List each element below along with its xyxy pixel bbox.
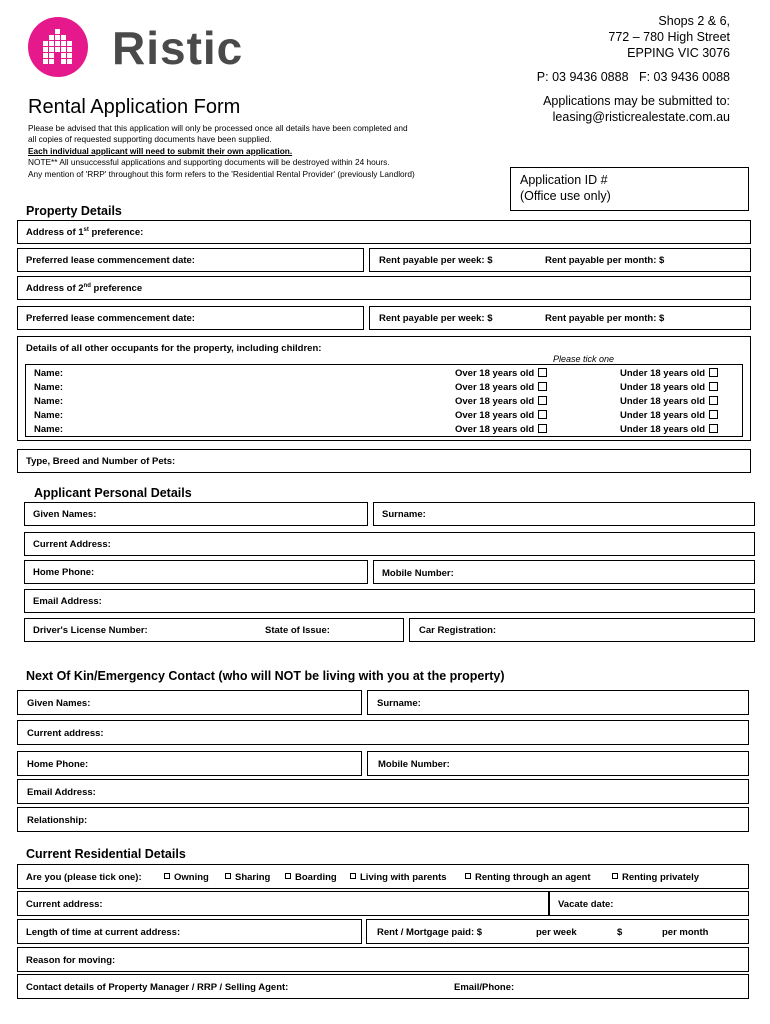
over18-option[interactable]: Over 18 years old bbox=[455, 424, 547, 435]
reason-for-moving-label: Reason for moving: bbox=[26, 955, 116, 966]
checkbox-icon[interactable] bbox=[538, 424, 547, 433]
res-current-address-field[interactable] bbox=[17, 891, 549, 916]
occupant-name-label: Name: bbox=[34, 410, 64, 421]
length-of-time-label: Length of time at current address: bbox=[26, 927, 181, 938]
checkbox-icon[interactable] bbox=[709, 410, 718, 419]
pets-field[interactable] bbox=[17, 449, 751, 473]
per-week-label: per week bbox=[536, 927, 577, 938]
state-of-issue-label: State of Issue: bbox=[265, 625, 330, 636]
mobile-label: Mobile Number: bbox=[382, 568, 454, 579]
mobile-field[interactable] bbox=[373, 560, 755, 584]
license-field[interactable] bbox=[24, 618, 404, 642]
over18-option[interactable]: Over 18 years old bbox=[455, 396, 547, 407]
checkbox-icon[interactable] bbox=[612, 873, 618, 879]
occupant-name-label: Name: bbox=[34, 396, 64, 407]
under18-option[interactable]: Under 18 years old bbox=[620, 382, 718, 393]
under18-option[interactable]: Under 18 years old bbox=[620, 368, 718, 379]
option-owning[interactable]: Owning bbox=[164, 872, 209, 883]
checkbox-icon[interactable] bbox=[709, 424, 718, 433]
pets-label: Type, Breed and Number of Pets: bbox=[26, 456, 176, 467]
given-names-label: Given Names: bbox=[33, 509, 97, 520]
header-phone: P: 03 9436 0888 F: 03 9436 0088 bbox=[536, 70, 730, 84]
address-2nd-label: Address of 2nd preference bbox=[26, 283, 143, 295]
kin-relationship-label: Relationship: bbox=[27, 815, 88, 826]
option-sharing[interactable]: Sharing bbox=[225, 872, 270, 883]
section-heading-kin: Next Of Kin/Emergency Contact (who will NOT be living with you at the property) bbox=[26, 669, 505, 683]
residence-type-label: Are you (please tick one): bbox=[26, 872, 142, 883]
checkbox-icon[interactable] bbox=[225, 873, 231, 879]
kin-relationship-field[interactable] bbox=[17, 807, 749, 832]
agent-contact-field[interactable] bbox=[17, 974, 749, 999]
header-address-3: EPPING VIC 3076 bbox=[627, 46, 730, 60]
surname-label: Surname: bbox=[382, 509, 426, 520]
vacate-date-label: Vacate date: bbox=[558, 899, 614, 910]
header-submit-line: Applications may be submitted to: bbox=[543, 94, 730, 108]
kin-email-field[interactable] bbox=[17, 779, 749, 804]
rent-month-label: Rent payable per month: $ bbox=[545, 255, 665, 266]
over18-option[interactable]: Over 18 years old bbox=[455, 410, 547, 421]
checkbox-icon[interactable] bbox=[538, 396, 547, 405]
rent-week-label: Rent payable per week: $ bbox=[379, 255, 493, 266]
given-names-field[interactable] bbox=[24, 502, 368, 526]
kin-home-phone-label: Home Phone: bbox=[27, 759, 89, 770]
rent-week-label: Rent payable per week: $ bbox=[379, 313, 493, 324]
section-heading-property: Property Details bbox=[26, 204, 122, 218]
kin-given-names-field[interactable] bbox=[17, 690, 362, 715]
option-boarding[interactable]: Boarding bbox=[285, 872, 337, 883]
note-line: Any mention of 'RRP' throughout this form refers to the 'Residential Rental Provider' (previously Landlord) bbox=[28, 169, 415, 179]
page-title: Rental Application Form bbox=[28, 96, 241, 118]
per-month-label: per month bbox=[662, 927, 709, 938]
reason-for-moving-field[interactable] bbox=[17, 947, 749, 972]
email-label: Email Address: bbox=[33, 596, 102, 607]
under18-option[interactable]: Under 18 years old bbox=[620, 424, 718, 435]
checkbox-icon[interactable] bbox=[164, 873, 170, 879]
home-phone-label: Home Phone: bbox=[33, 567, 95, 578]
brand-name: Ristic bbox=[112, 22, 244, 74]
kin-mobile-label: Mobile Number: bbox=[378, 759, 450, 770]
vacate-date-field[interactable] bbox=[549, 891, 749, 916]
surname-field[interactable] bbox=[373, 502, 755, 526]
option-renting-privately[interactable]: Renting privately bbox=[612, 872, 699, 883]
application-id-box[interactable] bbox=[510, 167, 749, 211]
under18-option[interactable]: Under 18 years old bbox=[620, 410, 718, 421]
please-tick-label: Please tick one bbox=[553, 354, 615, 364]
checkbox-icon[interactable] bbox=[709, 396, 718, 405]
occupant-name-label: Name: bbox=[34, 368, 64, 379]
rent-mortgage-label: Rent / Mortgage paid: $ bbox=[377, 927, 483, 938]
agent-contact-label: Contact details of Property Manager / RRP / Selling Agent: bbox=[26, 982, 289, 993]
kin-given-names-label: Given Names: bbox=[27, 698, 91, 709]
kin-mobile-field[interactable] bbox=[367, 751, 749, 776]
header-email[interactable]: leasing@risticrealestate.com.au bbox=[552, 110, 730, 124]
note-line: all copies of requested supporting documents have been supplied. bbox=[28, 134, 272, 144]
rent-field-1[interactable] bbox=[369, 248, 751, 272]
note-line: NOTE** All unsuccessful applications and supporting documents will be destroyed within 24 hours. bbox=[28, 157, 390, 167]
application-id-note: (Office use only) bbox=[520, 189, 611, 203]
residence-type-field bbox=[17, 864, 749, 889]
checkbox-icon[interactable] bbox=[709, 368, 718, 377]
email-field[interactable] bbox=[24, 589, 755, 613]
car-registration-label: Car Registration: bbox=[419, 625, 497, 636]
rent-field-2[interactable] bbox=[369, 306, 751, 330]
rent-mortgage-field[interactable] bbox=[366, 919, 749, 944]
kin-surname-field[interactable] bbox=[367, 690, 749, 715]
lease-date-field-2[interactable] bbox=[17, 306, 364, 330]
occupant-name-label: Name: bbox=[34, 382, 64, 393]
header-address-2: 772 – 780 High Street bbox=[608, 30, 730, 44]
kin-current-address-field[interactable] bbox=[17, 720, 749, 745]
note-line: Please be advised that this application will only be processed once all details have been completed and bbox=[28, 123, 408, 133]
address-2nd-field[interactable] bbox=[17, 276, 751, 300]
ristic-logo-icon bbox=[28, 17, 88, 77]
kin-surname-label: Surname: bbox=[377, 698, 421, 709]
checkbox-icon[interactable] bbox=[285, 873, 291, 879]
kin-email-label: Email Address: bbox=[27, 787, 96, 798]
address-1st-label: Address of 1st preference: bbox=[26, 227, 144, 239]
current-address-label: Current Address: bbox=[33, 539, 111, 550]
email-phone-label: Email/Phone: bbox=[454, 982, 515, 993]
rent-month-label: Rent payable per month: $ bbox=[545, 313, 665, 324]
checkbox-icon[interactable] bbox=[538, 368, 547, 377]
car-registration-field[interactable] bbox=[409, 618, 755, 642]
brand-logo bbox=[28, 17, 268, 79]
section-heading-applicant: Applicant Personal Details bbox=[34, 486, 192, 500]
occupant-name-label: Name: bbox=[34, 424, 64, 435]
lease-date-field[interactable] bbox=[17, 248, 364, 272]
dollar-label: $ bbox=[617, 927, 623, 938]
lease-date-label: Preferred lease commencement date: bbox=[26, 255, 195, 266]
checkbox-icon[interactable] bbox=[538, 410, 547, 419]
checkbox-icon[interactable] bbox=[538, 382, 547, 391]
home-phone-field[interactable] bbox=[24, 560, 368, 584]
checkbox-icon[interactable] bbox=[465, 873, 471, 879]
address-1st-field[interactable] bbox=[17, 220, 751, 244]
note-line: Each individual applicant will need to submit their own application. bbox=[28, 146, 293, 156]
section-heading-residential: Current Residential Details bbox=[26, 847, 186, 861]
lease-date-label: Preferred lease commencement date: bbox=[26, 313, 195, 324]
length-of-time-field[interactable] bbox=[17, 919, 362, 944]
checkbox-icon[interactable] bbox=[709, 382, 718, 391]
under18-option[interactable]: Under 18 years old bbox=[620, 396, 718, 407]
kin-home-phone-field[interactable] bbox=[17, 751, 362, 776]
occupants-label: Details of all other occupants for the property, including children: bbox=[26, 343, 322, 354]
option-living-with-parents[interactable]: Living with parents bbox=[350, 872, 447, 883]
over18-option[interactable]: Over 18 years old bbox=[455, 382, 547, 393]
application-id-label: Application ID # bbox=[520, 173, 608, 187]
license-label: Driver's License Number: bbox=[33, 625, 148, 636]
option-renting-agent[interactable]: Renting through an agent bbox=[465, 872, 591, 883]
current-address-field[interactable] bbox=[24, 532, 755, 556]
checkbox-icon[interactable] bbox=[350, 873, 356, 879]
kin-current-address-label: Current address: bbox=[27, 728, 104, 739]
over18-option[interactable]: Over 18 years old bbox=[455, 368, 547, 379]
res-current-address-label: Current address: bbox=[26, 899, 103, 910]
header-address-1: Shops 2 & 6, bbox=[658, 14, 730, 28]
